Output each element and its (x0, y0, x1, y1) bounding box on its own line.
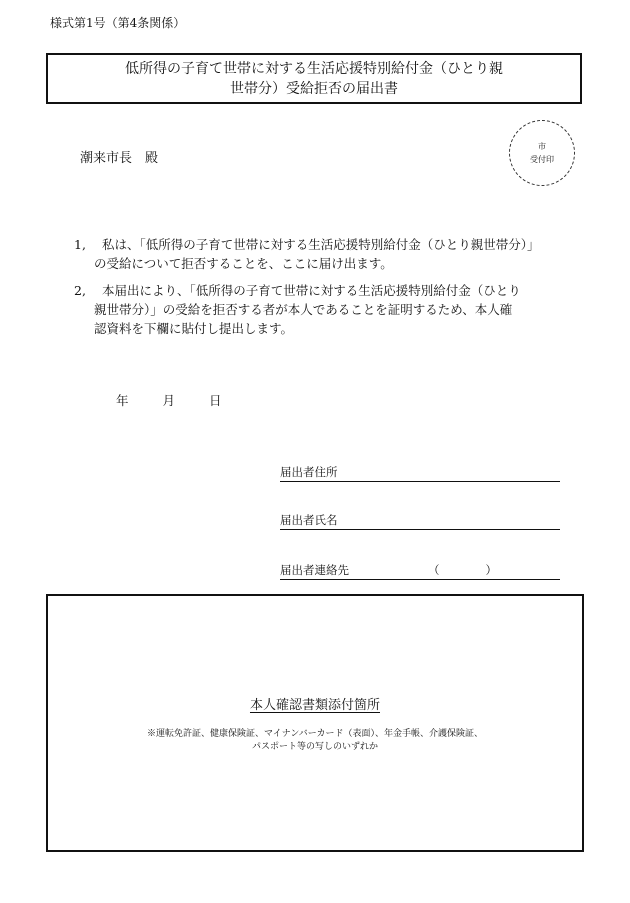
id-attachment-note (48, 728, 582, 754)
addressee: 潮来市長 殿 (80, 151, 159, 166)
stamp-label-city: 市 (538, 142, 546, 151)
statement-2-line-2: 親世帯分）」の受給を拒否する者が本人であることを証明するため、本人確 (94, 302, 513, 317)
id-attachment-heading (48, 694, 582, 713)
document-title-line-1: 低所得の子育て世帯に対する生活応援特別給付金（ひとり親 (125, 60, 503, 77)
statement-2-number: 2, (74, 283, 86, 298)
id-note-line-1: ※運転免許証、健康保険証、マイナンバーカード（表面）、年金手帳、介護保険証、 (146, 729, 484, 739)
statement-1 (74, 235, 540, 273)
stamp-label-reception: 受付印 (530, 155, 554, 164)
id-note-line-2: パスポート等の写しのいずれか (251, 742, 378, 752)
statement-1-line-2: の受給について拒否することを、ここに届け出ます。 (94, 256, 393, 271)
address-label: 届出者住所 (280, 465, 338, 479)
statement-2 (74, 281, 521, 338)
id-attachment-heading-text: 本人確認書類添付箇所 (249, 698, 380, 713)
id-document-attachment-area (46, 594, 584, 852)
document-title-box (46, 53, 582, 104)
address-field[interactable] (280, 463, 560, 482)
statement-1-line-1: 私は、「低所得の子育て世帯に対する生活応援特別給付金（ひとり親世帯分）」 (102, 237, 540, 252)
paren-open: （ (428, 563, 440, 577)
date-row (116, 391, 222, 409)
paren-close: ） (485, 563, 497, 577)
date-year-label: 年 (116, 393, 129, 408)
reception-stamp-area (509, 120, 575, 186)
date-month-label: 月 (162, 393, 176, 408)
name-field[interactable] (280, 511, 560, 530)
phone-parentheses (428, 561, 497, 579)
statement-1-number: 1, (74, 237, 86, 252)
statement-2-line-3: 認資料を下欄に貼付し提出します。 (94, 321, 294, 336)
statement-2-line-1: 本届出により、「低所得の子育て世帯に対する生活応援特別給付金（ひとり (102, 283, 521, 298)
contact-field[interactable] (280, 561, 560, 580)
date-day-label: 日 (209, 393, 222, 408)
form-number: 様式第1号（第4条関係） (50, 16, 186, 30)
name-label: 届出者氏名 (280, 513, 338, 527)
contact-label: 届出者連絡先 (280, 563, 349, 577)
document-title-line-2: 世帯分）受給拒否の届出書 (230, 80, 398, 97)
